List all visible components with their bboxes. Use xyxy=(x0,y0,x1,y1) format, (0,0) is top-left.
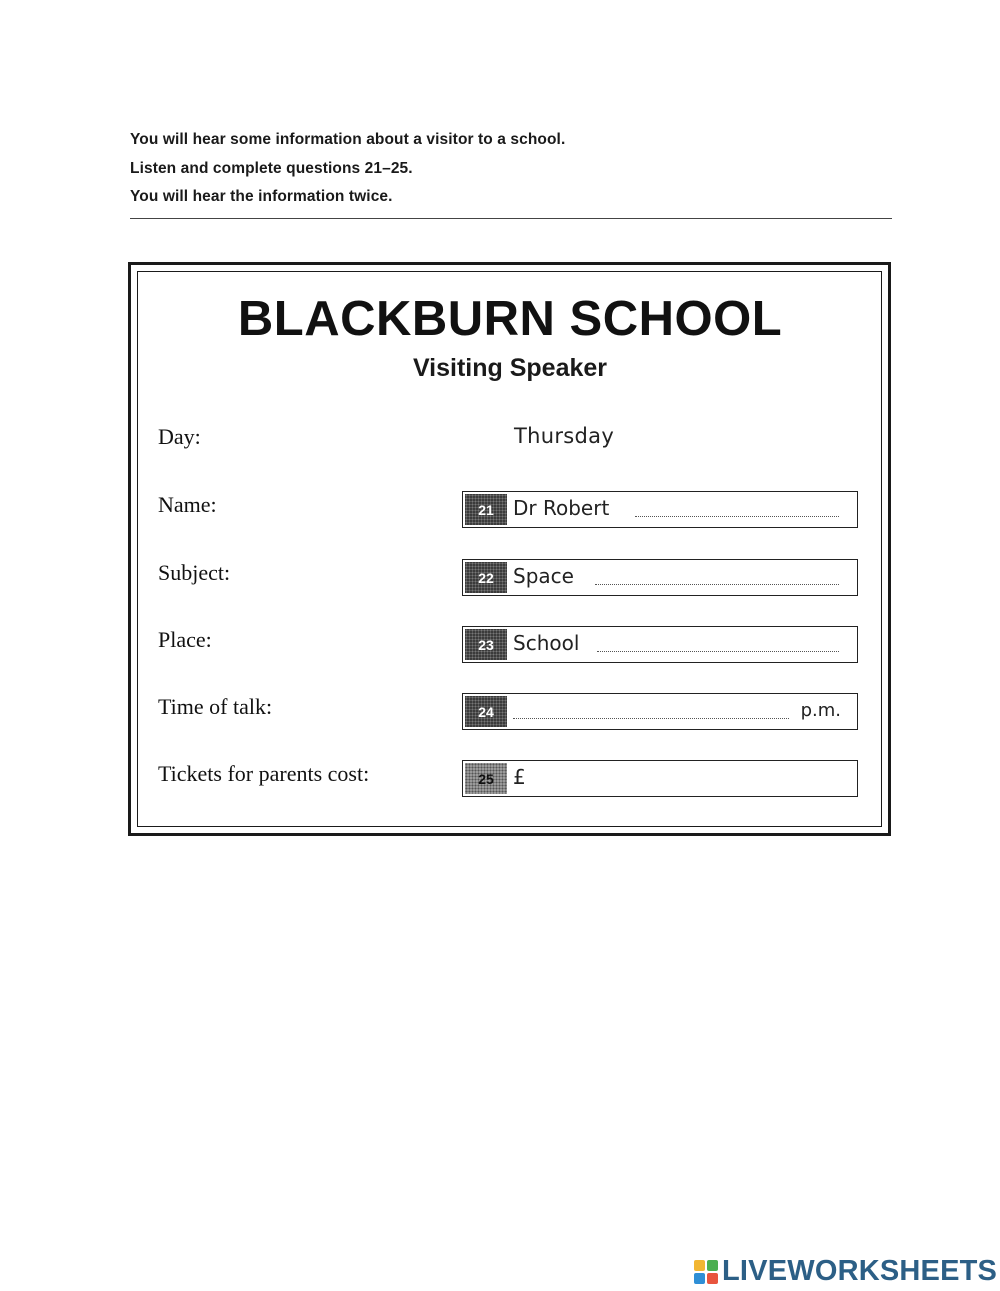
dotted-line xyxy=(597,651,839,652)
worksheet-card xyxy=(128,262,891,836)
instructions xyxy=(130,126,900,212)
dotted-line xyxy=(513,718,789,719)
answer-text-23: School xyxy=(513,631,580,655)
question-number-25: 25 xyxy=(465,763,507,794)
card-subtitle: Visiting Speaker xyxy=(412,354,608,382)
subject-label: Subject: xyxy=(158,560,231,585)
logo-square xyxy=(707,1260,718,1271)
question-number-24: 24 xyxy=(465,696,507,727)
answer-field-25[interactable] xyxy=(462,760,858,797)
day-value: Thursday xyxy=(514,424,615,448)
logo-square xyxy=(707,1273,718,1284)
ticket-cost-label: Tickets for parents cost: xyxy=(158,761,370,786)
dotted-line xyxy=(595,584,839,585)
time-of-talk-label: Time of talk: xyxy=(158,694,273,719)
logo-square xyxy=(694,1273,705,1284)
answer-field-23[interactable] xyxy=(462,626,858,663)
answer-field-22[interactable] xyxy=(462,559,858,596)
logo-icon xyxy=(694,1260,718,1284)
question-number-21: 21 xyxy=(465,494,507,525)
answer-text-21: Dr Robert xyxy=(513,496,610,520)
place-label: Place: xyxy=(158,627,212,652)
logo-square xyxy=(694,1260,705,1271)
question-number-23: 23 xyxy=(465,629,507,660)
liveworksheets-logo xyxy=(694,1255,997,1288)
currency-symbol: £ xyxy=(513,765,526,789)
dotted-line xyxy=(635,516,839,517)
divider xyxy=(130,218,892,219)
time-unit: p.m. xyxy=(800,700,841,721)
answer-field-24[interactable] xyxy=(462,693,858,730)
day-label: Day: xyxy=(158,424,201,449)
instruction-line-3: You will hear the information twice. xyxy=(130,188,393,205)
answer-text-22: Space xyxy=(513,564,574,588)
instruction-line-2: Listen and complete questions 21–25. xyxy=(130,159,413,177)
name-label: Name: xyxy=(158,492,217,517)
school-title: BLACKBURN SCHOOL xyxy=(237,292,783,346)
instruction-line-1: You will hear some information about a visitor to a school. xyxy=(130,131,566,148)
logo-text: LIVEWORKSHEETS xyxy=(722,1255,998,1287)
answer-field-21[interactable] xyxy=(462,491,858,528)
question-number-22: 22 xyxy=(465,562,507,593)
